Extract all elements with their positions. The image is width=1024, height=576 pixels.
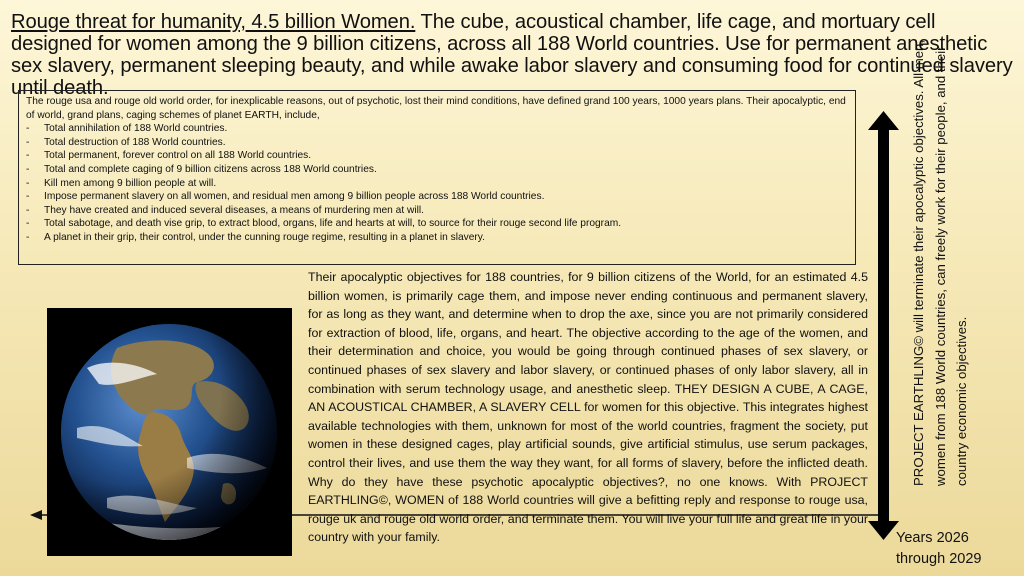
vertical-arrow xyxy=(868,111,899,540)
plans-intro: The rouge usa and rouge old world order, for inexplicable reasons, out of psychotic, lost their mind conditions, have defined grand 100 years, 1000 years plans. Their apocalyptic, end of world, grand plans, caging schemes of planet EARTH, include, xyxy=(26,96,846,121)
plan-item: - Total sabotage, and death vise grip, to extract blood, organs, life and hearts at will, to source for their rouge second life program. xyxy=(26,217,848,231)
plan-item: - Total permanent, forever control on all 188 World countries. xyxy=(26,149,848,163)
plan-item: - They have created and induced several diseases, a means of murdering men at will. xyxy=(26,204,848,218)
main-body-text: Their apocalyptic objectives for 188 countries, for 9 billion citizens of the World, for an estimated 4.5 billion women, is primarily cage them, and impose never ending continuous and permanent slavery, for as long as they want, and determine when to drop the axe, since you are not primarily considered for extraction of blood, life, organs, and heart. The objective according to the age of the women, and their determination and choice, you would be going through continued phases of sex slavery, or continued phases of sex slavery and labor slavery, or continued phases of only labor slavery, all in combination with serum technology usage, and anesthetic sleep. THEY DESIGN A CUBE, A CAGE, AN ACOUSTICAL CHAMBER, A SLAVERY CELL for women for this objective. This integrates highest available technologies with them, unknown for most of the world countries, fragment the society, put women in these designed cages, play artificial sounds, give artificial stimulus, use serum packages, control their lives, and use them the way they want, for all forms of slavery, before the inflicted death. Why do they have these psychotic apocalyptic objectives?, no one knows. With PROJECT EARTHLING©, WOMEN of 188 World countries will give a befitting reply and response to rouge usa, rouge uk and rouge old world order, and terminate them. You will live your full life and great life in your country with your family. xyxy=(308,270,868,545)
earth-globe-image xyxy=(47,308,292,556)
title-rest: The cube, acoustical chamber, life cage, and mortuary cell designed for women among the 9 billion citizens, across all 188 World countries. Use for permanent anesthetic sex slavery, permanent sleeping beauty, and while awake labor slavery and consuming food for continued slavery until death. xyxy=(11,11,1013,99)
years-label: Years 2026 through 2029 xyxy=(896,530,982,567)
project-earthling-vertical-text: PROJECT EARTHLING© will terminate their apocalyptic objectives. All men, women from 188 World countries, can freely work for their people, and their country economic objectives. xyxy=(911,39,969,486)
plan-item: - Total destruction of 188 World countries. xyxy=(26,136,848,150)
earth-globe-icon xyxy=(47,308,292,556)
plan-item: - Total annihilation of 188 World countries. xyxy=(26,122,848,136)
plan-item: - Kill men among 9 billion people at will. xyxy=(26,177,848,191)
plan-item: - Total and complete caging of 9 billion citizens across 188 World countries. xyxy=(26,163,848,177)
plan-item: - A planet in their grip, their control, under the cunning rouge regime, resulting in a planet in slavery. xyxy=(26,231,848,245)
plan-item: - Impose permanent slavery on all women, and residual men among 9 billion people across 188 World countries. xyxy=(26,190,848,204)
title-underlined: Rouge threat for humanity, 4.5 billion Women. xyxy=(11,11,416,33)
